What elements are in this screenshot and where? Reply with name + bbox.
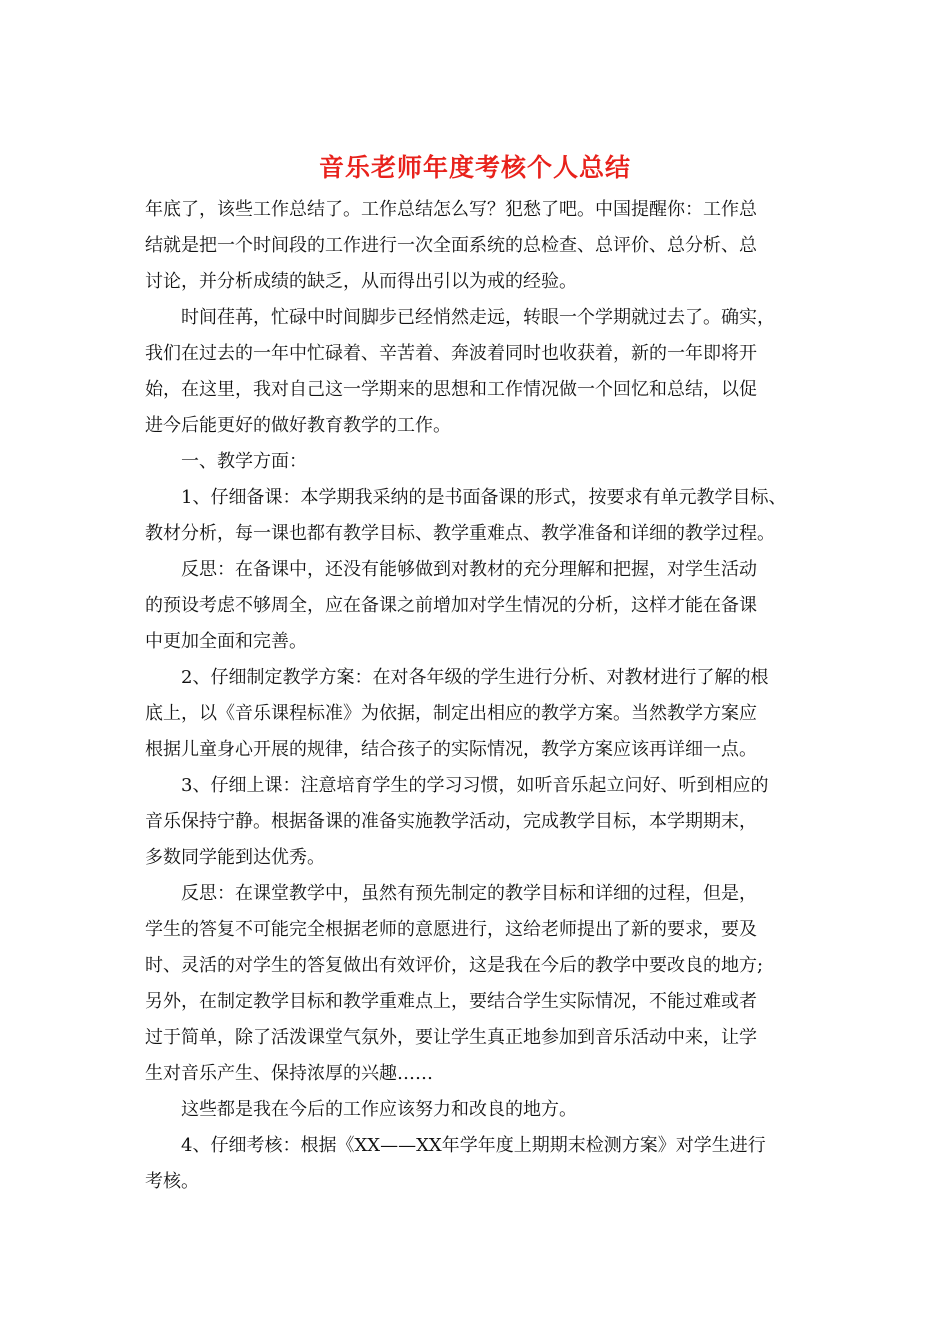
paragraph [145,768,810,876]
text-line: 始，在这里，我对自己这一学期来的思想和工作情况做一个回忆和总结，以促 [145,379,757,400]
text-line: 进今后能更好的做好教育教学的工作。 [145,415,451,436]
text-line: 另外，在制定教学目标和教学重难点上，要结合学生实际情况，不能过难或者 [145,991,757,1012]
text-line: 1、仔细备课：本学期我采纳的是书面备课的形式，按要求有单元教学目标、 [181,487,787,508]
paragraph [145,1092,810,1128]
text-line: 学生的答复不可能完全根据老师的意愿进行，这给老师提出了新的要求，要及 [145,919,757,940]
document-title: 音乐老师年度考核个人总结 [318,153,631,182]
text-line: 4、仔细考核：根据《XX——XX年学年度上期期末检测方案》对学生进行 [181,1135,766,1156]
paragraph [145,660,810,768]
text-line: 过于简单，除了活泼课堂气氛外，要让学生真正地参加到音乐活动中来，让学 [145,1027,757,1048]
text-line: 一、教学方面： [181,451,307,472]
text-line: 结就是把一个时间段的工作进行一次全面系统的总检查、总评价、总分析、总 [145,235,757,256]
text-line: 考核。 [145,1171,199,1192]
document-body [145,192,810,1200]
paragraph [145,552,810,660]
text-line: 多数同学能到达优秀。 [145,847,325,868]
text-line: 讨论，并分析成绩的缺乏，从而得出引以为戒的经验。 [145,271,577,292]
paragraph [145,876,810,1092]
paragraph [145,444,810,480]
text-line: 时、灵活的对学生的答复做出有效评价，这是我在今后的教学中要改良的地方; [145,955,764,976]
paragraph [145,300,810,444]
text-line: 3、仔细上课：注意培育学生的学习习惯，如听音乐起立问好、听到相应的 [181,775,769,796]
text-line: 音乐保持宁静。根据备课的准备实施教学活动，完成教学目标，本学期期末， [145,811,757,832]
text-line: 根据儿童身心开展的规律，结合孩子的实际情况，教学方案应该再详细一点。 [145,739,757,760]
text-line: 这些都是我在今后的工作应该努力和改良的地方。 [181,1099,577,1120]
text-line: 底上，以《音乐课程标准》为依据，制定出相应的教学方案。当然教学方案应 [145,703,757,724]
text-line: 反思：在备课中，还没有能够做到对教材的充分理解和把握，对学生活动 [181,559,757,580]
text-line: 的预设考虑不够周全，应在备课之前增加对学生情况的分析，这样才能在备课 [145,595,757,616]
paragraph [145,480,810,552]
text-line: 生对音乐产生、保持浓厚的兴趣…… [145,1063,433,1084]
text-line: 教材分析，每一课也都有教学目标、教学重难点、教学准备和详细的教学过程。 [145,523,775,544]
text-line: 年底了，该些工作总结了。工作总结怎么写？犯愁了吧。中国提醒你：工作总 [145,199,757,220]
text-line: 2、仔细制定教学方案：在对各年级的学生进行分析、对教材进行了解的根 [181,667,769,688]
paragraph [145,1128,810,1200]
paragraph [145,192,810,300]
text-line: 我们在过去的一年中忙碌着、辛苦着、奔波着同时也收获着，新的一年即将开 [145,343,757,364]
text-line: 中更加全面和完善。 [145,631,307,652]
text-line: 时间荏苒，忙碌中时间脚步已经悄然走远，转眼一个学期就过去了。确实， [181,307,775,328]
text-line: 反思：在课堂教学中，虽然有预先制定的教学目标和详细的过程，但是， [181,883,757,904]
